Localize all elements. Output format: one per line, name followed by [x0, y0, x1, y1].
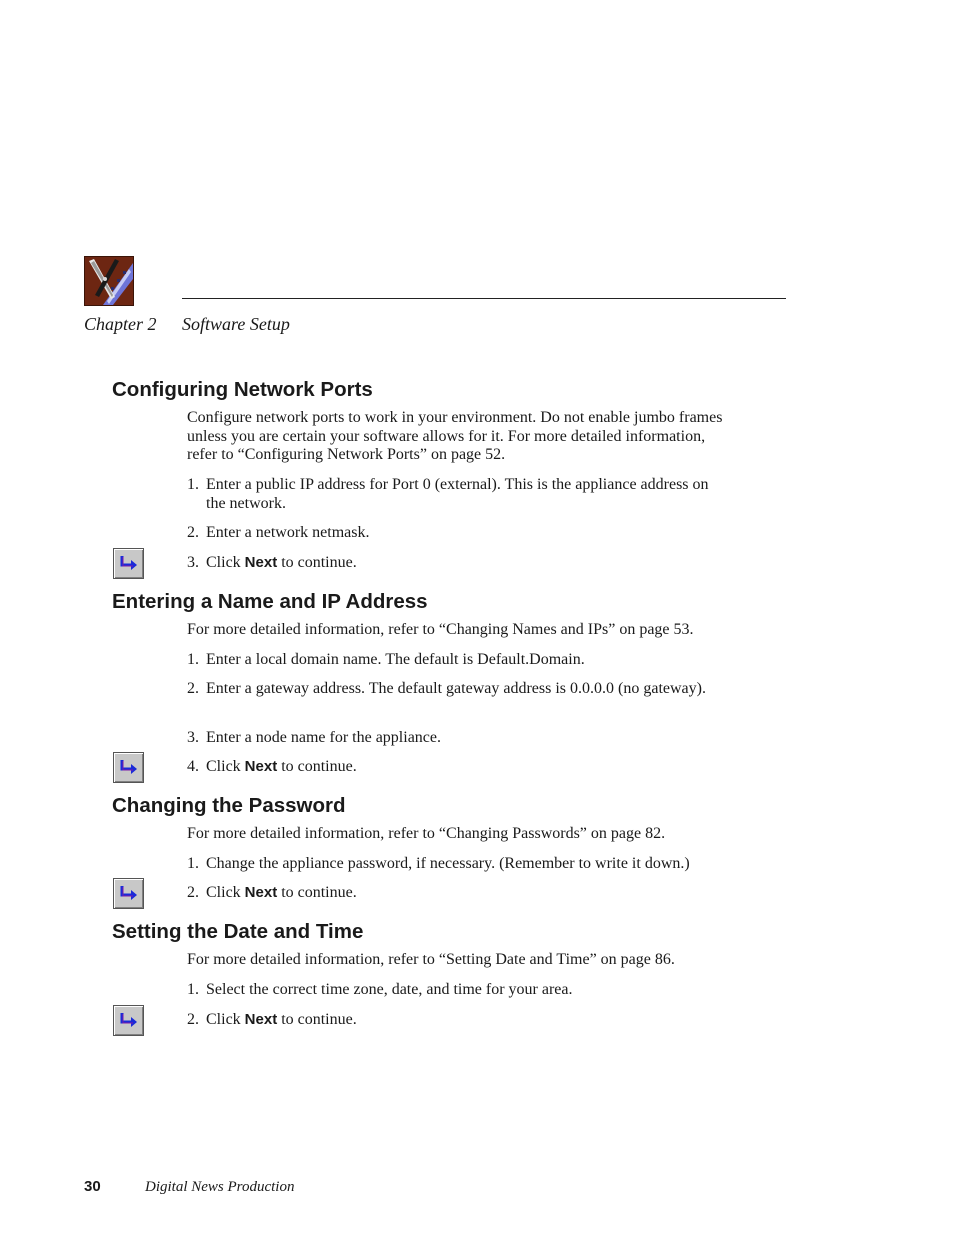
next-button-label: Next	[244, 1011, 278, 1028]
step-text	[187, 758, 732, 777]
running-header	[84, 314, 290, 335]
step-text-pre: Click	[206, 758, 245, 775]
step-number: 2.	[187, 680, 199, 697]
step-text-pre: Click	[206, 884, 245, 901]
next-arrow-icon	[113, 878, 144, 909]
step-text	[187, 884, 732, 903]
step-number: 2.	[187, 884, 199, 901]
next-button-label: Next	[244, 884, 278, 901]
step-text: Select the correct time zone, date, and time for your area.	[206, 981, 573, 998]
section-title-entering-name-ip: Entering a Name and IP Address	[112, 590, 428, 613]
step-text: Change the appliance password, if necessary. (Remember to write it down.)	[206, 855, 690, 872]
next-arrow-icon	[113, 752, 144, 783]
step-text: Enter a network netmask.	[206, 524, 370, 541]
step-number: 2.	[187, 1011, 199, 1028]
section-title-date-time: Setting the Date and Time	[112, 920, 364, 943]
step-text: Enter a gateway address. The default gateway address is 0.0.0.0 (no gateway).	[206, 680, 706, 697]
film-scissors-logo-icon	[84, 256, 134, 306]
chapter-label: Chapter 2	[84, 314, 157, 334]
list-item	[187, 651, 732, 670]
next-arrow-icon	[113, 548, 144, 579]
step-text-post: to continue.	[277, 554, 357, 571]
step-text-post: to continue.	[277, 884, 357, 901]
step-number: 4.	[187, 758, 199, 775]
step-text-post: to continue.	[277, 758, 357, 775]
step-number: 3.	[187, 729, 199, 746]
step-text-post: to continue.	[277, 1011, 357, 1028]
step-text: Enter a node name for the appliance.	[206, 729, 441, 746]
list-item	[187, 524, 732, 543]
section-intro: Configure network ports to work in your environment. Do not enable jumbo frames unless you are certain your software allows for it. For more detailed information, refer to “Configuring Network Ports” on page 52.	[187, 409, 723, 463]
step-text-pre: Click	[206, 1011, 245, 1028]
section-title-configuring-network-ports: Configuring Network Ports	[112, 378, 373, 401]
step-number: 2.	[187, 524, 199, 541]
list-item	[187, 884, 732, 903]
step-number: 1.	[187, 476, 199, 493]
chapter-title: Software Setup	[182, 314, 290, 334]
step-number: 1.	[187, 981, 199, 998]
next-button-label: Next	[244, 758, 278, 775]
step-text: Enter a public IP address for Port 0 (external). This is the appliance address on the network.	[206, 476, 709, 512]
list-item	[187, 729, 732, 748]
list-item	[187, 758, 732, 777]
section-intro: For more detailed information, refer to “Changing Names and IPs” on page 53.	[187, 621, 694, 638]
step-number: 3.	[187, 554, 199, 571]
book-title: Digital News Production	[145, 1179, 295, 1195]
next-arrow-icon	[113, 1005, 144, 1036]
step-number: 1.	[187, 651, 199, 668]
page-number: 30	[84, 1178, 101, 1195]
list-item	[187, 855, 732, 874]
list-item	[187, 680, 732, 699]
header-rule	[182, 298, 786, 299]
step-text	[187, 1011, 732, 1030]
next-button-label: Next	[244, 554, 278, 571]
step-text: Enter a local domain name. The default is Default.Domain.	[206, 651, 585, 668]
list-item	[187, 554, 732, 573]
step-text	[187, 554, 732, 573]
step-number: 1.	[187, 855, 199, 872]
section-title-changing-password: Changing the Password	[112, 794, 346, 817]
step-text-pre: Click	[206, 554, 245, 571]
list-item	[187, 981, 732, 1000]
section-intro: For more detailed information, refer to “Changing Passwords” on page 82.	[187, 825, 666, 842]
list-item	[187, 476, 732, 513]
section-intro: For more detailed information, refer to “Setting Date and Time” on page 86.	[187, 951, 675, 968]
list-item	[187, 1011, 732, 1030]
